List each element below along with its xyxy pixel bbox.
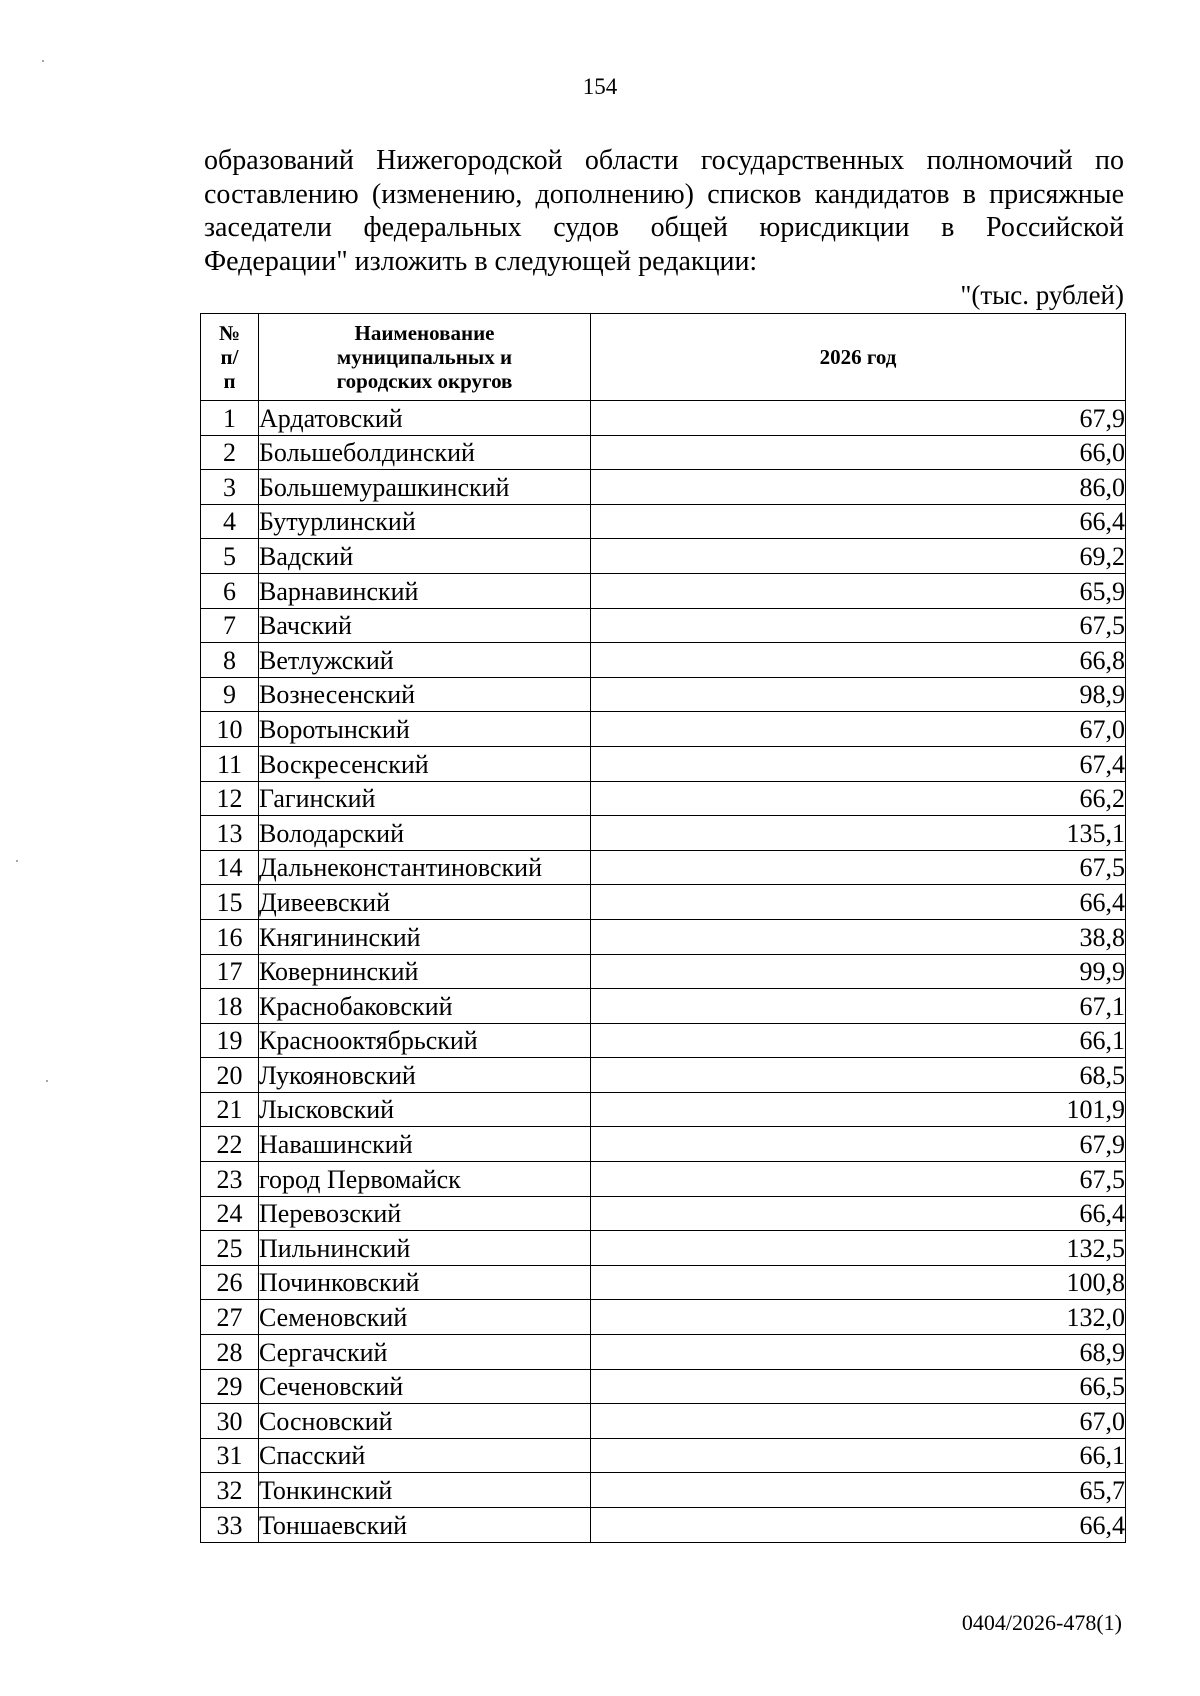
row-number: 29 [201,1369,259,1404]
table-row [201,954,1126,989]
scan-speck [16,860,18,862]
row-number: 9 [201,677,259,712]
row-name: Ковернинский [259,954,591,989]
table-row [201,989,1126,1024]
row-number: 33 [201,1508,259,1543]
table-row [201,1473,1126,1508]
row-name: Воскресенский [259,746,591,781]
row-number: 22 [201,1127,259,1162]
row-name: Большеболдинский [259,435,591,470]
row-name: Дивеевский [259,885,591,920]
table-row [201,401,1126,436]
row-value: 66,1 [591,1023,1126,1058]
table-row [201,1508,1126,1543]
row-number: 18 [201,989,259,1024]
row-name: Тонкинский [259,1473,591,1508]
row-value: 65,7 [591,1473,1126,1508]
row-value: 67,0 [591,1404,1126,1439]
row-name: Тоншаевский [259,1508,591,1543]
row-number: 8 [201,643,259,678]
row-number: 21 [201,1092,259,1127]
unit-label: "(тыс. рублей) [960,280,1124,310]
table-row [201,1127,1126,1162]
row-number: 26 [201,1265,259,1300]
row-number: 2 [201,435,259,470]
scan-speck [46,1080,48,1082]
row-name: Лысковский [259,1092,591,1127]
row-number: 14 [201,850,259,885]
row-value: 135,1 [591,816,1126,851]
allocation-table [200,313,1126,1543]
intro-paragraph: образований Нижегородской области государственных полномочий по составлению (изменению, дополнению) списков кандидатов в присяжные заседатели федеральных судов общей юрисдикции в Российской Федерации" изложить в следующей редакции: [204,145,1124,277]
row-value: 66,4 [591,504,1126,539]
row-name: Княгининский [259,919,591,954]
table-row [201,573,1126,608]
row-number: 6 [201,573,259,608]
table-row [201,1196,1126,1231]
table-row [201,1231,1126,1266]
table-row [201,1092,1126,1127]
row-name: Починковский [259,1265,591,1300]
row-number: 5 [201,539,259,574]
row-value: 100,8 [591,1265,1126,1300]
row-name: Дальнеконстантиновский [259,850,591,885]
row-value: 99,9 [591,954,1126,989]
row-value: 67,5 [591,850,1126,885]
table-row [201,470,1126,505]
row-value: 69,2 [591,539,1126,574]
header-value: 2026 год [591,314,1126,401]
table-body [201,401,1126,1543]
row-value: 67,0 [591,712,1126,747]
row-name: Вознесенский [259,677,591,712]
row-number: 27 [201,1300,259,1335]
row-number: 10 [201,712,259,747]
row-name: Лукояновский [259,1058,591,1093]
row-number: 28 [201,1335,259,1370]
row-value: 86,0 [591,470,1126,505]
row-name: Семеновский [259,1300,591,1335]
row-number: 17 [201,954,259,989]
table-row [201,1058,1126,1093]
row-name: Пильнинский [259,1231,591,1266]
row-value: 68,9 [591,1335,1126,1370]
row-name: Перевозский [259,1196,591,1231]
row-value: 67,4 [591,746,1126,781]
row-number: 23 [201,1162,259,1197]
row-name: Сосновский [259,1404,591,1439]
row-number: 32 [201,1473,259,1508]
table-row [201,1023,1126,1058]
row-value: 67,5 [591,1162,1126,1197]
table-row [201,643,1126,678]
row-value: 66,8 [591,643,1126,678]
row-value: 66,4 [591,1196,1126,1231]
row-value: 66,1 [591,1438,1126,1473]
row-value: 67,9 [591,1127,1126,1162]
row-name: Бутурлинский [259,504,591,539]
row-value: 66,0 [591,435,1126,470]
row-value: 132,0 [591,1300,1126,1335]
row-number: 1 [201,401,259,436]
table-row [201,1438,1126,1473]
row-number: 11 [201,746,259,781]
row-number: 4 [201,504,259,539]
row-number: 3 [201,470,259,505]
row-number: 7 [201,608,259,643]
row-value: 101,9 [591,1092,1126,1127]
row-name: город Первомайск [259,1162,591,1197]
row-number: 15 [201,885,259,920]
row-name: Навашинский [259,1127,591,1162]
row-name: Сергачский [259,1335,591,1370]
row-number: 25 [201,1231,259,1266]
row-name: Краснобаковский [259,989,591,1024]
row-value: 98,9 [591,677,1126,712]
table-row [201,1300,1126,1335]
row-number: 19 [201,1023,259,1058]
row-value: 66,2 [591,781,1126,816]
header-num: № п/п [201,314,259,401]
row-number: 13 [201,816,259,851]
table-row [201,885,1126,920]
document-code: 0404/2026-478(1) [961,1610,1122,1635]
table-row [201,816,1126,851]
table-header-row [201,314,1126,401]
row-number: 24 [201,1196,259,1231]
page-number: 154 [582,74,618,99]
table-row [201,919,1126,954]
row-number: 31 [201,1438,259,1473]
table-row [201,712,1126,747]
row-value: 38,8 [591,919,1126,954]
row-name: Ветлужский [259,643,591,678]
row-name: Гагинский [259,781,591,816]
row-name: Варнавинский [259,573,591,608]
row-name: Краснооктябрьский [259,1023,591,1058]
table-row [201,677,1126,712]
table-row [201,435,1126,470]
row-value: 67,1 [591,989,1126,1024]
table-row [201,539,1126,574]
table-row [201,504,1126,539]
row-value: 66,4 [591,1508,1126,1543]
table-row [201,781,1126,816]
row-value: 67,9 [591,401,1126,436]
table-row [201,1404,1126,1439]
row-value: 67,5 [591,608,1126,643]
table-row [201,1335,1126,1370]
table-row [201,1162,1126,1197]
row-name: Сеченовский [259,1369,591,1404]
row-name: Вадский [259,539,591,574]
table-row [201,608,1126,643]
row-value: 66,4 [591,885,1126,920]
header-name: Наименование муниципальных и городских округов [259,314,591,401]
row-number: 20 [201,1058,259,1093]
row-number: 12 [201,781,259,816]
row-value: 65,9 [591,573,1126,608]
row-number: 30 [201,1404,259,1439]
row-number: 16 [201,919,259,954]
table-row [201,1265,1126,1300]
row-value: 66,5 [591,1369,1126,1404]
row-name: Володарский [259,816,591,851]
row-value: 132,5 [591,1231,1126,1266]
row-name: Ардатовский [259,401,591,436]
row-name: Вачский [259,608,591,643]
table-row [201,850,1126,885]
row-value: 68,5 [591,1058,1126,1093]
table-row [201,1369,1126,1404]
row-name: Спасский [259,1438,591,1473]
row-name: Воротынский [259,712,591,747]
table-row [201,746,1126,781]
row-name: Большемурашкинский [259,470,591,505]
scan-speck [42,60,44,62]
